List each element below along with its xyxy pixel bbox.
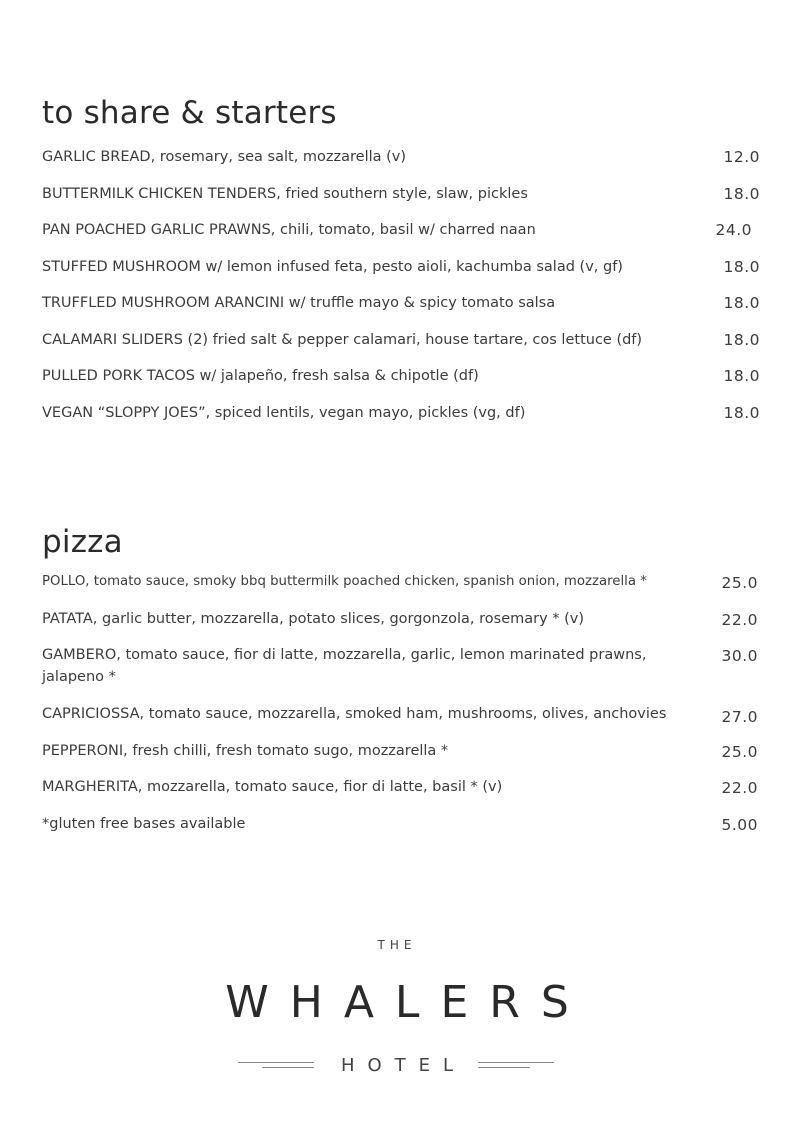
pizza-title: pizza bbox=[42, 524, 123, 560]
menu-item bbox=[42, 256, 760, 293]
menu-item bbox=[42, 365, 760, 402]
menu-item bbox=[42, 402, 760, 439]
menu-item bbox=[42, 740, 758, 777]
logo-wordmark bbox=[0, 977, 794, 1028]
menu-item bbox=[42, 329, 760, 366]
logo-divider-right bbox=[478, 1062, 554, 1063]
item-description: VEGAN “SLOPPY JOES”, spiced lentils, vegan mayo, pickles (vg, df) bbox=[42, 404, 526, 421]
item-price: 18.0 bbox=[723, 403, 760, 422]
item-description: GAMBERO, tomato sauce, fior di latte, mozzarella, garlic, lemon marinated prawns, jalapeno * bbox=[42, 647, 647, 685]
item-price: 18.0 bbox=[723, 367, 760, 385]
item-price: 25.0 bbox=[721, 742, 758, 761]
pizza-list bbox=[42, 571, 758, 849]
item-description: *gluten free bases available bbox=[42, 815, 246, 832]
item-price: 25.0 bbox=[721, 574, 758, 592]
menu-item bbox=[42, 703, 758, 740]
item-description: PEPPERONI, fresh chilli, fresh tomato sugo, mozzarella * bbox=[42, 742, 449, 759]
item-description: CALAMARI SLIDERS (2) fried salt & pepper calamari, house tartare, cos lettuce (df) bbox=[42, 331, 643, 348]
menu-item bbox=[42, 146, 760, 183]
item-price: 18.0 bbox=[723, 294, 760, 312]
logo-name: WHALERS bbox=[225, 977, 590, 1028]
starters-title: to share & starters bbox=[42, 95, 337, 131]
logo-hotel: HOTEL bbox=[340, 1055, 467, 1076]
starters-list bbox=[42, 146, 760, 438]
menu-item bbox=[42, 292, 760, 329]
logo-divider-right-inner bbox=[478, 1067, 530, 1068]
item-description: PATATA, garlic butter, mozzarella, potato slices, gorgonzola, rosemary * (v) bbox=[42, 610, 585, 627]
item-price: 12.0 bbox=[723, 148, 760, 166]
item-price: 24.0 bbox=[715, 221, 752, 239]
item-description: PULLED PORK TACOS w/ jalapeño, fresh salsa & chipotle (df) bbox=[42, 368, 479, 384]
menu-item bbox=[42, 608, 758, 645]
item-price: 27.0 bbox=[721, 708, 758, 726]
menu-item bbox=[42, 644, 758, 703]
item-price: 22.0 bbox=[721, 779, 758, 797]
menu-item bbox=[42, 813, 758, 850]
menu-item bbox=[42, 219, 760, 256]
item-description: BUTTERMILK CHICKEN TENDERS, fried southern style, slaw, pickles bbox=[42, 185, 528, 202]
logo-the: THE bbox=[377, 938, 417, 952]
item-price: 30.0 bbox=[721, 647, 758, 665]
item-description: STUFFED MUSHROOM w/ lemon infused feta, pesto aioli, kachumba salad (v, gf) bbox=[42, 258, 623, 275]
logo-hotel-row bbox=[0, 1055, 794, 1079]
item-price: 5.00 bbox=[721, 815, 758, 834]
item-description: MARGHERITA, mozzarella, tomato sauce, fior di latte, basil * (v) bbox=[42, 779, 503, 795]
menu-item bbox=[42, 776, 758, 813]
item-description: CAPRICIOSSA, tomato sauce, mozzarella, smoked ham, mushrooms, olives, anchovies bbox=[42, 706, 667, 722]
item-price: 18.0 bbox=[723, 184, 760, 203]
item-description: POLLO, tomato sauce, smoky bbq buttermilk poached chicken, spanish onion, mozzarella * bbox=[42, 574, 647, 589]
item-description: TRUFFLED MUSHROOM ARANCINI w/ truffle mayo & spicy tomato salsa bbox=[42, 295, 556, 311]
menu-item bbox=[42, 571, 758, 608]
item-price: 22.0 bbox=[721, 610, 758, 629]
item-description: GARLIC BREAD, rosemary, sea salt, mozzarella (v) bbox=[42, 149, 407, 165]
item-description: PAN POACHED GARLIC PRAWNS, chili, tomato, basil w/ charred naan bbox=[42, 222, 536, 238]
menu-item bbox=[42, 183, 760, 220]
item-price: 18.0 bbox=[723, 330, 760, 349]
item-price: 18.0 bbox=[723, 257, 760, 276]
